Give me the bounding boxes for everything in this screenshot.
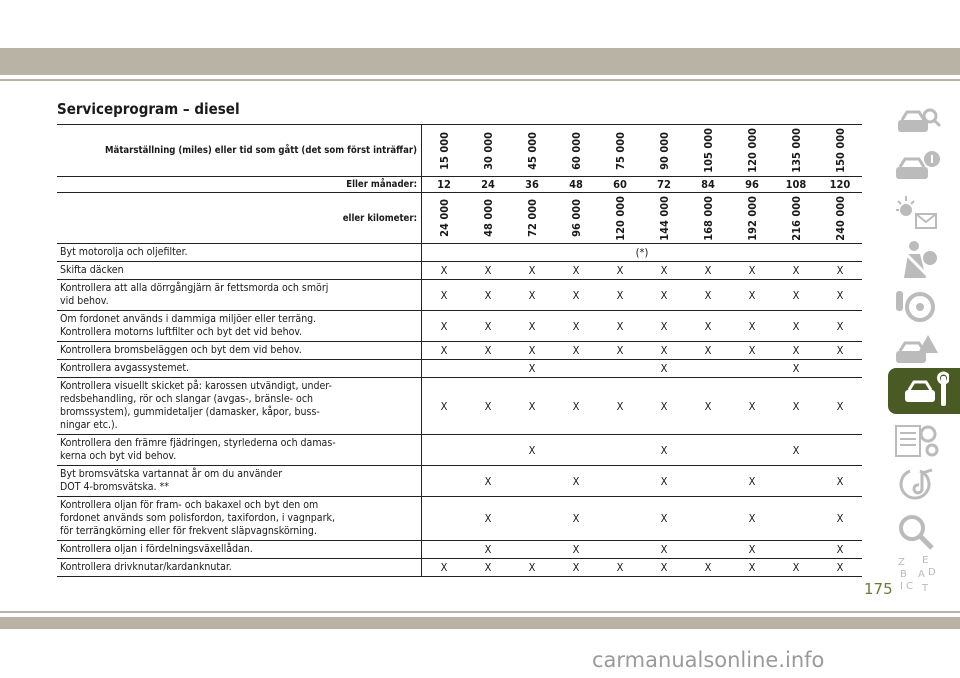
mark-cell: X	[774, 360, 818, 378]
mark-cell: X	[818, 497, 862, 541]
task-line: ningar etc.).	[60, 419, 118, 431]
task-line: Kontrollera visuellt skicket på: karossen utvändigt, under-	[60, 380, 332, 392]
vertical-wrap	[774, 196, 818, 241]
task-line: DOT 4-bromsvätska. **	[60, 481, 169, 493]
mark-cell	[686, 541, 730, 559]
mark-cell	[598, 466, 642, 497]
task-label	[57, 280, 422, 311]
task-line: Kontrollera motorns luftfilter och byt det vid behov.	[60, 326, 303, 338]
airbag-seatbelt-icon	[892, 238, 942, 280]
mark-cell: X	[642, 280, 686, 311]
vertical-wrap	[598, 196, 642, 241]
vertical-wrap	[774, 128, 818, 173]
mark-cell	[598, 360, 642, 378]
mark-cell: X	[730, 466, 774, 497]
task-line: redsbehandling, rör och slangar (avgas-, bränsle- och	[60, 393, 314, 405]
mark-cell: X	[466, 466, 510, 497]
mark-cell	[774, 466, 818, 497]
mark-cell: X	[642, 466, 686, 497]
car-wrench-icon	[899, 370, 949, 412]
mark-cell: X	[642, 342, 686, 360]
mark-cell: X	[466, 262, 510, 280]
table-row	[57, 378, 862, 435]
car-info-icon	[892, 147, 942, 189]
header-row-km	[57, 193, 862, 244]
mark-cell: X	[774, 280, 818, 311]
miles-cell	[422, 125, 467, 177]
mark-cell: X	[642, 559, 686, 577]
chapter-tab[interactable]	[888, 553, 946, 599]
months-cell: 36	[510, 177, 554, 193]
mark-cell: X	[774, 311, 818, 342]
mark-cell: X	[466, 378, 510, 435]
miles-cell	[466, 125, 510, 177]
mark-cell: X	[510, 311, 554, 342]
vertical-wrap	[686, 128, 730, 173]
mark-cell: X	[554, 466, 598, 497]
mark-cell: X	[686, 262, 730, 280]
mark-cell: X	[642, 378, 686, 435]
mark-cell: X	[818, 559, 862, 577]
miles-value: 60 000	[569, 131, 583, 170]
vertical-wrap	[598, 132, 642, 170]
table-row	[57, 311, 862, 342]
mark-cell: X	[598, 311, 642, 342]
miles-value: 15 000	[437, 131, 451, 170]
mark-cell: X	[730, 541, 774, 559]
mark-cell: X	[818, 541, 862, 559]
mark-cell: X	[422, 378, 467, 435]
mark-cell	[466, 360, 510, 378]
table-row	[57, 559, 862, 577]
mark-cell: X	[422, 342, 467, 360]
mark-cell	[686, 497, 730, 541]
task-line: Byt motorolja och oljefilter.	[60, 246, 188, 258]
mark-cell: X	[466, 280, 510, 311]
mark-cell: X	[510, 435, 554, 466]
vertical-wrap	[642, 132, 686, 170]
mark-cell: X	[510, 559, 554, 577]
miles-cell	[818, 125, 862, 177]
miles-value: 120 000	[745, 128, 759, 173]
vertical-wrap	[466, 199, 510, 237]
chapter-tab[interactable]	[888, 327, 946, 373]
mark-cell: X	[554, 378, 598, 435]
mark-cell: X	[730, 342, 774, 360]
mark-cell: X	[686, 311, 730, 342]
mark-cell	[774, 541, 818, 559]
table-row	[57, 497, 862, 541]
task-line: Kontrollera oljan för fram- och bakaxel och byt den om	[60, 499, 319, 511]
mark-cell: X	[598, 262, 642, 280]
music-nav-icon	[892, 465, 942, 507]
table-row	[57, 262, 862, 280]
mark-cell: X	[466, 342, 510, 360]
top-band	[0, 48, 960, 75]
km-value: 192 000	[745, 195, 759, 241]
index-letter: A	[918, 569, 925, 580]
km-value: 96 000	[569, 199, 583, 237]
task-line: för terrängkörning eller för frekvent släpvagnskörning.	[60, 525, 317, 537]
km-value: 48 000	[481, 199, 495, 237]
index-letter: C	[906, 581, 913, 592]
task-line: vid behov.	[60, 295, 109, 307]
km-value: 120 000	[613, 195, 627, 241]
mark-cell: X	[598, 280, 642, 311]
vertical-wrap	[422, 199, 466, 237]
km-label: eller kilometer:	[57, 193, 422, 244]
mark-cell: X	[818, 262, 862, 280]
header-row-miles	[57, 125, 862, 177]
vertical-wrap	[554, 132, 598, 170]
mark-cell	[818, 435, 862, 466]
km-cell	[598, 193, 642, 244]
vertical-wrap	[554, 199, 598, 237]
table-row	[57, 280, 862, 311]
mark-cell: X	[730, 497, 774, 541]
table-row	[57, 360, 862, 378]
page-number: 175	[864, 580, 893, 598]
mark-cell: X	[730, 559, 774, 577]
miles-value: 90 000	[657, 131, 671, 170]
miles-cell	[554, 125, 598, 177]
table-row	[57, 244, 862, 262]
km-cell	[774, 193, 818, 244]
warning-lights-message-icon	[892, 192, 942, 234]
miles-value: 30 000	[481, 131, 495, 170]
chapter-tab[interactable]	[888, 100, 946, 146]
task-label	[57, 378, 422, 435]
months-cell: 24	[466, 177, 510, 193]
task-line: Kontrollera den främre fjädringen, styrlederna och damas-	[60, 437, 336, 449]
mark-cell: X	[818, 466, 862, 497]
car-warning-triangle-icon	[892, 329, 942, 371]
mark-cell: X	[686, 559, 730, 577]
task-line: kerna och byt vid behov.	[60, 450, 177, 462]
table-row	[57, 541, 862, 559]
mark-cell: X	[510, 262, 554, 280]
task-label	[57, 466, 422, 497]
chapter-tab[interactable]	[888, 508, 946, 554]
mark-cell: X	[422, 311, 467, 342]
mark-cell: X	[554, 280, 598, 311]
mark-cell: X	[774, 262, 818, 280]
steering-wheel-key-icon	[892, 283, 942, 325]
mark-cell: X	[730, 378, 774, 435]
mark-cell	[774, 497, 818, 541]
km-cell	[642, 193, 686, 244]
magnifier-icon	[892, 510, 942, 552]
task-line: bromssystem), gummidetaljer (damasker, kåpor, buss-	[60, 406, 320, 418]
list-gear-icon	[892, 420, 942, 462]
task-label	[57, 541, 422, 559]
km-value: 168 000	[701, 195, 715, 241]
miles-value: 150 000	[833, 128, 847, 173]
task-label	[57, 360, 422, 378]
months-cell: 72	[642, 177, 686, 193]
mark-cell	[686, 435, 730, 466]
vertical-wrap	[730, 128, 774, 173]
vertical-wrap	[730, 196, 774, 241]
header-row-months	[57, 177, 862, 193]
mark-cell: X	[642, 311, 686, 342]
chapter-tab[interactable]	[888, 368, 960, 414]
mark-cell: X	[510, 280, 554, 311]
mark-cell: X	[422, 559, 467, 577]
chapter-tab[interactable]	[888, 190, 946, 236]
km-value: 24 000	[437, 199, 451, 237]
table-row	[57, 342, 862, 360]
table-row	[57, 466, 862, 497]
index-letter: E	[922, 555, 929, 566]
vertical-wrap	[466, 132, 510, 170]
vertical-wrap	[686, 196, 730, 241]
mark-cell: X	[510, 360, 554, 378]
mark-cell	[422, 541, 467, 559]
index-letter: Z	[898, 557, 905, 568]
months-cell: 12	[422, 177, 467, 193]
mark-cell: X	[642, 497, 686, 541]
miles-cell	[510, 125, 554, 177]
task-line: Byt bromsvätska vartannat år om du använder	[60, 468, 283, 480]
index-letter: T	[922, 583, 929, 594]
km-value: 216 000	[789, 195, 803, 241]
mark-cell: X	[686, 378, 730, 435]
task-label	[57, 244, 422, 262]
km-value: 240 000	[833, 195, 847, 241]
vertical-wrap	[510, 132, 554, 170]
mark-cell	[466, 435, 510, 466]
vertical-wrap	[818, 128, 862, 173]
chapter-tab[interactable]	[888, 281, 946, 327]
mark-cell	[422, 466, 467, 497]
months-cell: 120	[818, 177, 862, 193]
mark-cell: X	[466, 311, 510, 342]
miles-value: 45 000	[525, 131, 539, 170]
miles-cell	[686, 125, 730, 177]
mark-cell: X	[686, 280, 730, 311]
mark-cell	[686, 360, 730, 378]
miles-label: Mätarställning (miles) eller tid som gått (det som först inträffar)	[57, 125, 422, 177]
mark-cell	[818, 360, 862, 378]
mark-cell: X	[554, 311, 598, 342]
mark-cell: X	[466, 559, 510, 577]
mark-cell: X	[554, 497, 598, 541]
km-cell	[510, 193, 554, 244]
mark-cell: X	[818, 342, 862, 360]
months-cell: 60	[598, 177, 642, 193]
km-value: 144 000	[657, 195, 671, 241]
chapter-tab[interactable]	[888, 236, 946, 282]
mark-cell: X	[598, 342, 642, 360]
mark-cell: X	[466, 541, 510, 559]
mark-cell	[598, 497, 642, 541]
mark-cell	[510, 466, 554, 497]
table-row	[57, 435, 862, 466]
mark-cell: X	[774, 435, 818, 466]
task-label	[57, 497, 422, 541]
mark-cell: X	[818, 378, 862, 435]
task-line: Skifta däcken	[60, 264, 124, 276]
car-search-icon	[892, 102, 942, 144]
mark-cell: X	[510, 342, 554, 360]
mark-cell: X	[598, 378, 642, 435]
task-line: Kontrollera avgassystemet.	[60, 362, 190, 374]
task-line: Om fordonet används i dammiga miljöer eller terräng.	[60, 313, 317, 325]
task-label	[57, 342, 422, 360]
task-label	[57, 262, 422, 280]
index-letter: B	[900, 569, 907, 580]
mark-cell	[510, 541, 554, 559]
top-rule	[0, 79, 960, 81]
months-label: Eller månader:	[57, 177, 422, 193]
span-note: (*)	[422, 244, 863, 262]
miles-cell	[642, 125, 686, 177]
mark-cell: X	[730, 280, 774, 311]
km-cell	[422, 193, 467, 244]
vertical-wrap	[818, 196, 862, 241]
months-cell: 48	[554, 177, 598, 193]
months-cell: 84	[686, 177, 730, 193]
mark-cell	[598, 541, 642, 559]
mark-cell: X	[818, 311, 862, 342]
chapter-tab[interactable]	[888, 418, 946, 464]
index-letter: D	[928, 567, 936, 578]
task-label	[57, 311, 422, 342]
task-line: Kontrollera att alla dörrgångjärn är fettsmorda och smörj	[60, 282, 329, 294]
miles-cell	[774, 125, 818, 177]
mark-cell: X	[730, 262, 774, 280]
mark-cell	[554, 435, 598, 466]
mark-cell: X	[774, 342, 818, 360]
vertical-wrap	[642, 196, 686, 241]
km-cell	[554, 193, 598, 244]
page-title: Serviceprogram – diesel	[57, 100, 240, 118]
mark-cell	[730, 360, 774, 378]
chapter-tab[interactable]	[888, 145, 946, 191]
km-cell	[686, 193, 730, 244]
mark-cell	[598, 435, 642, 466]
mark-cell: X	[642, 360, 686, 378]
index-letter: I	[900, 581, 903, 592]
miles-value: 75 000	[613, 131, 627, 170]
alphabet-index-icon	[892, 555, 942, 597]
mark-cell: X	[554, 559, 598, 577]
km-value: 72 000	[525, 199, 539, 237]
task-line: Kontrollera oljan i fördelningsväxellådan.	[60, 543, 253, 555]
task-line: fordonet används som polisfordon, taxifordon, i vagnpark,	[60, 512, 335, 524]
mark-cell: X	[774, 559, 818, 577]
miles-cell	[730, 125, 774, 177]
task-line: Kontrollera drivknutar/kardanknutar.	[60, 561, 232, 573]
mark-cell	[730, 435, 774, 466]
km-cell	[730, 193, 774, 244]
mark-cell	[686, 466, 730, 497]
bottom-band	[0, 617, 960, 629]
mark-cell: X	[686, 342, 730, 360]
mark-cell	[554, 360, 598, 378]
months-cell: 96	[730, 177, 774, 193]
miles-value: 105 000	[701, 128, 715, 173]
watermark: carmanualsonline.info	[592, 648, 825, 672]
mark-cell: X	[730, 311, 774, 342]
miles-cell	[598, 125, 642, 177]
months-cell: 108	[774, 177, 818, 193]
chapter-tab[interactable]	[888, 463, 946, 509]
mark-cell	[422, 435, 467, 466]
mark-cell: X	[774, 378, 818, 435]
vertical-wrap	[510, 199, 554, 237]
mark-cell	[510, 497, 554, 541]
mark-cell: X	[422, 262, 467, 280]
mark-cell: X	[818, 280, 862, 311]
mark-cell: X	[510, 378, 554, 435]
mark-cell: X	[422, 280, 467, 311]
bottom-rule	[0, 611, 960, 613]
mark-cell: X	[466, 497, 510, 541]
mark-cell: X	[554, 541, 598, 559]
vertical-wrap	[422, 132, 466, 170]
mark-cell: X	[554, 262, 598, 280]
service-table	[57, 124, 862, 577]
mark-cell	[422, 497, 467, 541]
mark-cell: X	[642, 262, 686, 280]
mark-cell: X	[642, 435, 686, 466]
mark-cell: X	[554, 342, 598, 360]
miles-value: 135 000	[789, 128, 803, 173]
km-cell	[466, 193, 510, 244]
mark-cell	[422, 360, 467, 378]
mark-cell: X	[642, 541, 686, 559]
task-label	[57, 435, 422, 466]
task-label	[57, 559, 422, 577]
task-line: Kontrollera bromsbeläggen och byt dem vid behov.	[60, 344, 302, 356]
mark-cell: X	[598, 559, 642, 577]
km-cell	[818, 193, 862, 244]
